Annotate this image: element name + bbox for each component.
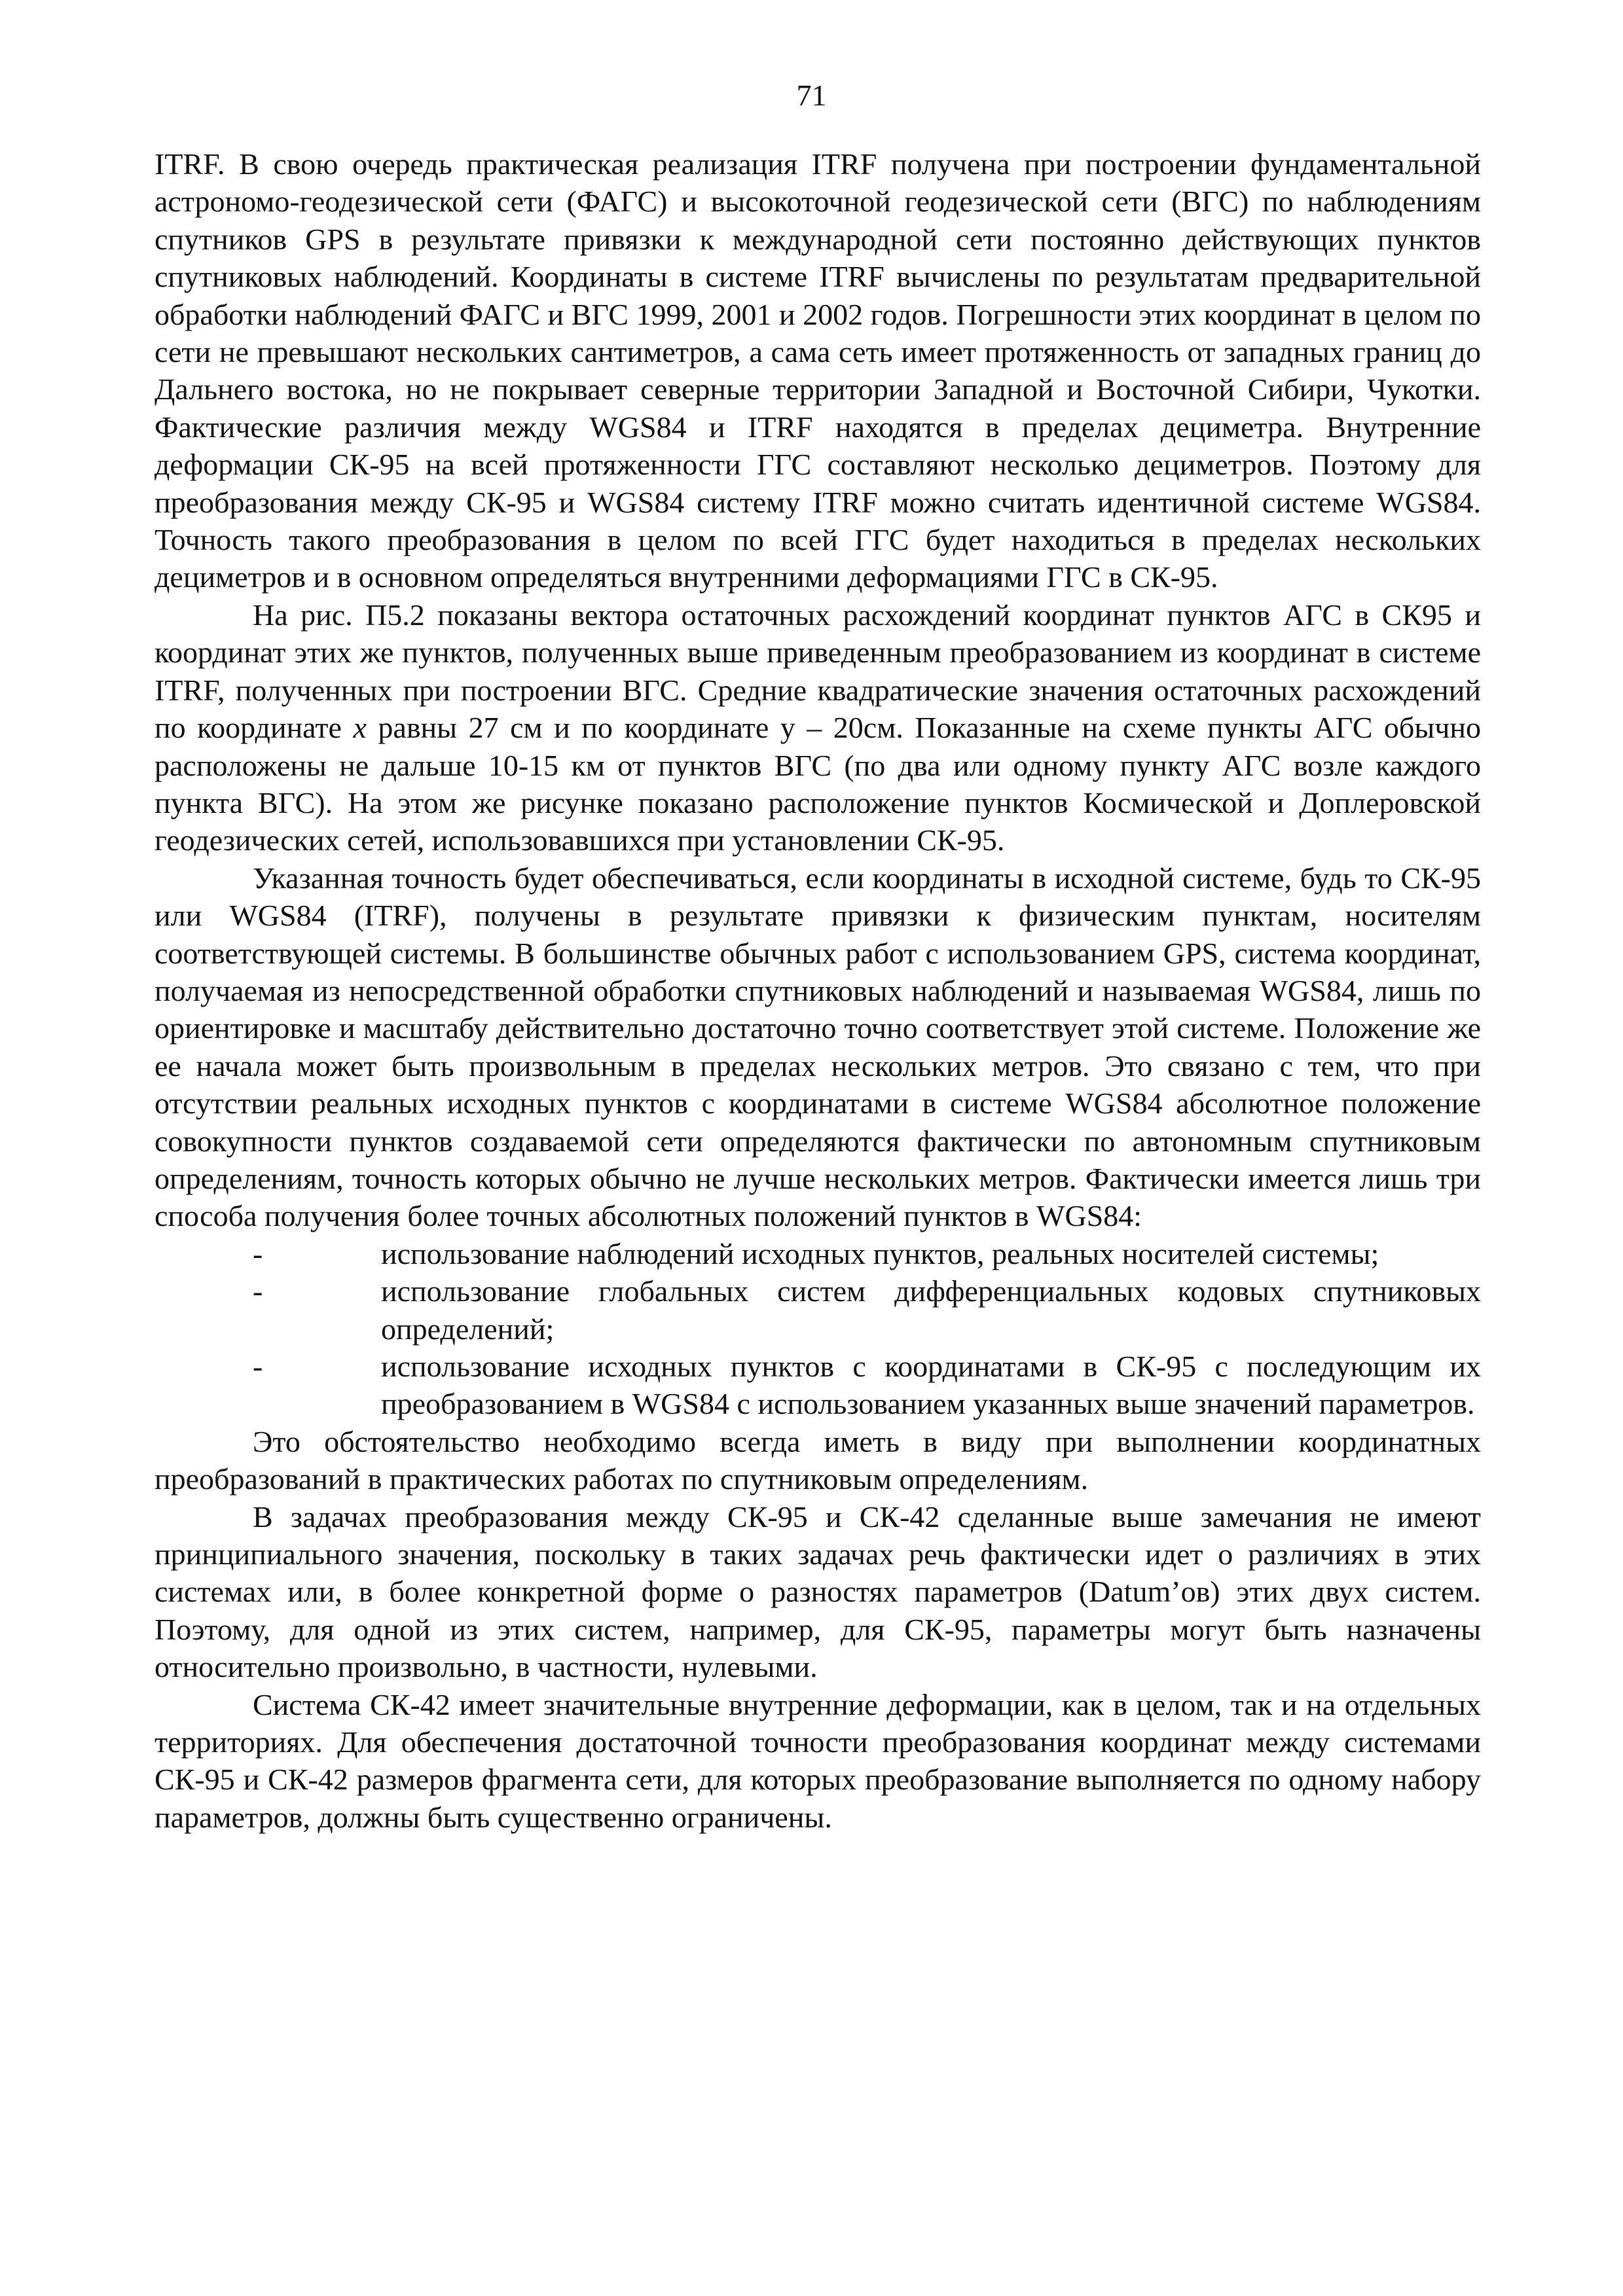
- list-item: [155, 1348, 1481, 1423]
- paragraph-residual-vectors-part-2: равны 27 см и по координате у – 20см. Показанные на схеме пункты АГС обычно расположены не дальше 10-15 км от пунктов ВГС (по два или одному пункту АГС возле каждого пункта ВГС). На этом же рисунке показано расположение пунктов Космической и Доплеровской геодезических сетей, использовавшихся при установлении СК-95.: [155, 711, 1481, 857]
- body-text: [155, 145, 1481, 1836]
- list-dash: -: [253, 1350, 263, 1383]
- list-item-text: использование глобальных систем дифференциальных кодовых спутниковых определений;: [381, 1274, 1481, 1346]
- list-dash: -: [253, 1236, 263, 1270]
- list-item-text: использование наблюдений исходных пунктов, реальных носителей системы;: [381, 1236, 1379, 1270]
- list-item: [155, 1235, 1481, 1272]
- paragraph-practical-note: Это обстоятельство необходимо всегда иметь в виду при выполнении координатных преобразований в практических работах по спутниковым определениям.: [155, 1424, 1481, 1496]
- list-item-text: использование исходных пунктов с координатами в СК-95 с последующим их преобразованием в WGS84 с использованием указанных выше значений параметров.: [381, 1350, 1481, 1421]
- paragraph-residual-vectors: [155, 596, 1481, 859]
- variable-x: x: [353, 711, 367, 745]
- paragraph-itrf-realization: ITRF. В свою очередь практическая реализация ITRF получена при построении фундаментальной астрономо-геодезической сети (ФАГС) и высокоточной геодезической сети (ВГС) по наблюдениям спутников GPS в результате привязки к международной сети постоянно действующих пунктов спутниковых наблюдений. Координаты в системе ITRF вычислены по результатам предварительной обработки наблюдений ФАГС и ВГС 1999, 2001 и 2002 годов. Погрешности этих координат в целом по сети не превышают нескольких сантиметров, а сама сеть имеет протяженность от западных границ до Дальнего востока, но не покрывает северные территории Западной и Восточной Сибири, Чукотки. Фактические различия между WGS84 и ITRF находятся в пределах дециметра. Внутренние деформации СК-95 на всей протяженности ГГС составляют несколько дециметров. Поэтому для преобразования между СК-95 и WGS84 систему ITRF можно считать идентичной системе WGS84. Точность такого преобразования в целом по всей ГГС будет находиться в пределах нескольких дециметров и в основном определяться внутренними деформациями ГГС в СК-95.: [155, 147, 1481, 594]
- page-number: 71: [796, 79, 827, 112]
- paragraph-sk95-sk42-transform: В задачах преобразования между СК-95 и СК-42 сделанные выше замечания не имеют принципиального значения, поскольку в таких задачах речь фактически идет о различиях в этих системах или, в более конкретной форме о разностях параметров (Datum’ов) этих двух систем. Поэтому, для одной из этих систем, например, для СК-95, параметры могут быть назначены относительно произвольно, в частности, нулевыми.: [155, 1499, 1481, 1684]
- methods-list: [155, 1235, 1481, 1423]
- list-item: [155, 1272, 1481, 1348]
- paragraph-sk42-deformations: Система СК-42 имеет значительные внутренние деформации, как в целом, так и на отдельных территориях. Для обеспечения достаточной точности преобразования координат между системами СК-95 и СК-42 размеров фрагмента сети, для которых преобразование выполняется по одному набору параметров, должны быть существенно ограничены.: [155, 1687, 1481, 1834]
- paragraph-accuracy-conditions: Указанная точность будет обеспечиваться, если координаты в исходной системе, будь то СК-95 или WGS84 (ITRF), получены в результате привязки к физическим пунктам, носителям соответствующей системы. В большинстве обычных работ с использованием GPS, система координат, получаемая из непосредственной обработки спутниковых наблюдений и называемая WGS84, лишь по ориентировке и масштабу действительно достаточно точно соответствует этой системе. Положение же ее начала может быть произвольным в пределах нескольких метров. Это связано с тем, что при отсутствии реальных исходных пунктов с координатами в системе WGS84 абсолютное положение совокупности пунктов создаваемой сети определяются фактически по автономным спутниковым определениям, точность которых обычно не лучше нескольких метров. Фактически имеется лишь три способа получения более точных абсолютных положений пунктов в WGS84:: [155, 861, 1481, 1233]
- list-dash: -: [253, 1274, 263, 1308]
- paragraph-residual-vectors-part-1: На рис. П5.2 показаны вектора остаточных расхождений координат пунктов АГС в СК95 и координат этих же пунктов, полученных выше приведенным преобразованием из координат в системе ITRF, полученных при построении ВГС. Средние квадратические значения остаточных расхождений по координате: [155, 598, 1481, 745]
